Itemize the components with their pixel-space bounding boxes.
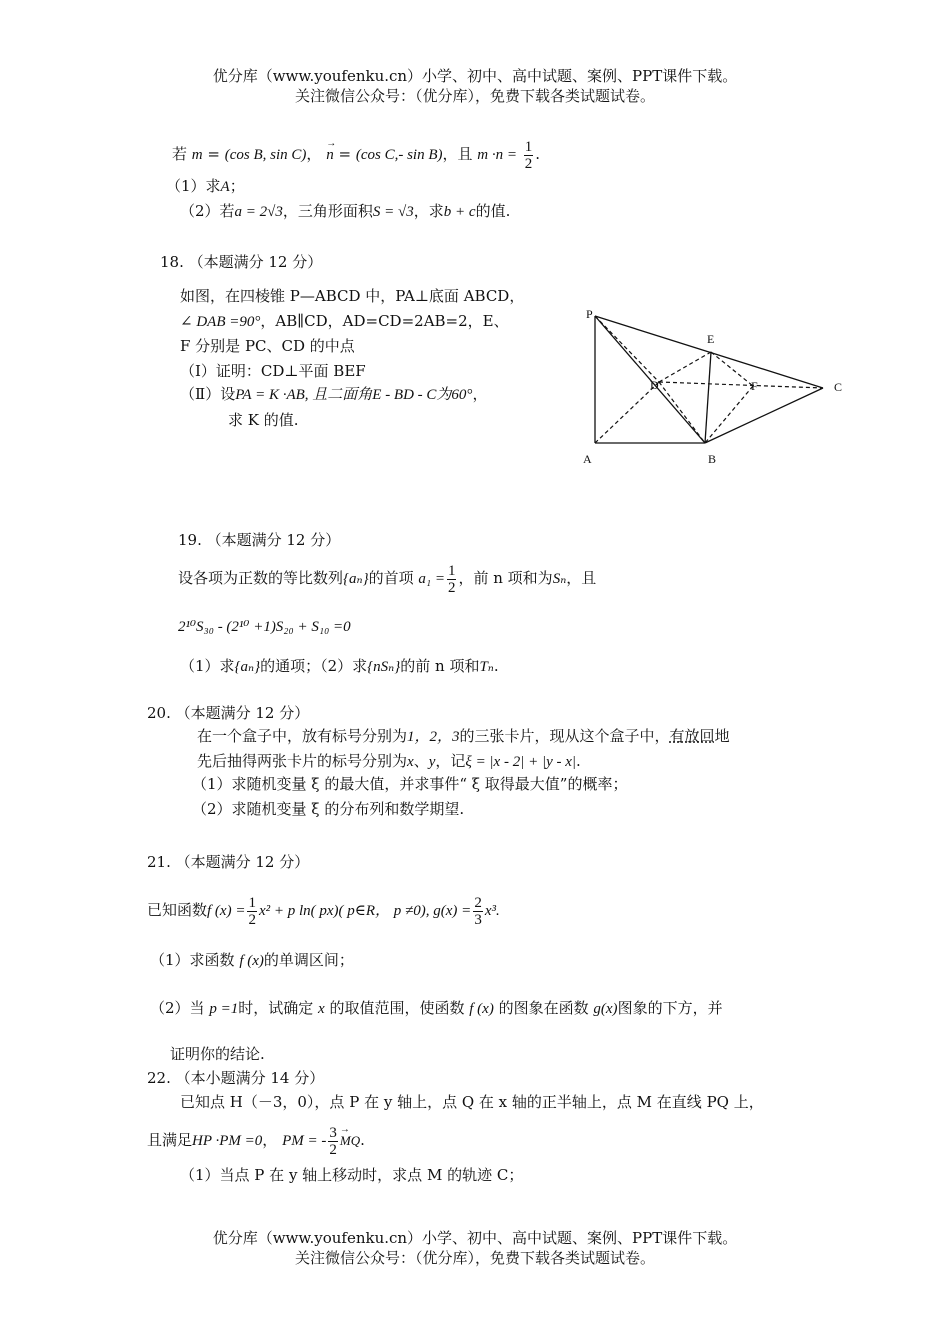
q20-part2: （2）求随机变量 ξ 的分布列和数学期望. (192, 800, 465, 818)
label-B: B (708, 452, 717, 466)
label-A: A (583, 452, 592, 466)
label-E: E (707, 332, 715, 346)
q18-line-6: 求 K 的值. (228, 411, 299, 429)
q20-title: 20. （本题满分 12 分） (147, 704, 310, 722)
fraction-half: $\frac{1}{2}$ (248, 894, 256, 928)
edge-DB (659, 382, 705, 443)
label-D: D (650, 378, 659, 392)
fraction-half: $\frac{1}{2}$ (447, 562, 456, 596)
emphasis-with-replacement: 有放回 (669, 727, 715, 745)
q21-part1: （1）求函数 f (x)的单调区间； (150, 951, 354, 969)
q22-title: 22. （本小题满分 14 分） (147, 1069, 325, 1087)
q17-condition: 若 m = (cos B, sin C)， → n = (cos C,- sin B)，且 m ·n = $\frac{1}{2}$ . (172, 136, 540, 172)
edge-FB (705, 386, 753, 443)
fraction-two-thirds: $\frac{2}{3}$ (474, 894, 482, 928)
footer-line-2: 关注微信公众号：（优分库），免费下载各类试题试卷。 (294, 1249, 655, 1267)
q22-line-2: 且满足HP ·PM =0， PM = - $\frac{3}{2}$ → MQ. (147, 1120, 365, 1160)
fraction-three-halves: $\frac{3}{2}$ (329, 1124, 337, 1158)
q21-line-1: 已知函数f (x) = $\frac{1}{2}$ x² + p ln( px)( p∈R， p ≠0), g(x) = $\frac{2}{3}$ x³. (147, 894, 500, 928)
header-line-1: 优分库（www.youfenku.cn）小学、初中、高中试题、案例、PPT课件下载。 (212, 67, 738, 85)
q21-title: 21. （本题满分 12 分） (147, 853, 310, 871)
q18-line-2: ∠ DAB =90°，AB∥CD，AD=CD=2AB=2，E、 (180, 312, 509, 330)
q18-line-1: 如图，在四棱锥 P—ABCD 中，PA⊥底面 ABCD， (180, 287, 525, 305)
q18-title: 18. （本题满分 12 分） (160, 253, 323, 271)
q20-part1: （1）求随机变量 ξ 的最大值，并求事件“ ξ 取得最大值”的概率； (192, 775, 628, 793)
edge-EF (711, 352, 753, 386)
q18-line-3: F 分别是 PC、CD 的中点 (180, 337, 355, 355)
q18-line-5: （Ⅱ）设PA = K ·AB, 且二面角E - BD - C为60°， (180, 385, 488, 403)
footer-line-1: 优分库（www.youfenku.cn）小学、初中、高中试题、案例、PPT课件下载。 (212, 1229, 738, 1247)
label-P: P (586, 307, 593, 321)
q17-part2: （2）若a = 2√3，三角形面积S = √3，求b + c的值. (180, 202, 511, 220)
label-C: C (834, 380, 843, 394)
q21-part2: （2）当 p =1时，试确定 x 的取值范围，使函数 f (x) 的图象在函数 g(x)图象的下方，并 (150, 999, 723, 1017)
edge-DC (659, 382, 823, 388)
q19-line-1: 设各项为正数的等比数列{aₙ}的首项 a₁ = $\frac{1}{2}$ ，前 n 项和为Sₙ，且 (178, 562, 597, 596)
q22-part1: （1）当点 P 在 y 轴上移动时，求点 M 的轨迹 C； (180, 1166, 524, 1184)
vector-n: → n (326, 137, 334, 173)
vector-m: m (191, 147, 203, 163)
q19-questions: （1）求{aₙ}的通项；（2）求{nSₙ}的前 n 项和Tₙ. (180, 657, 499, 675)
edge-BE (705, 352, 711, 443)
q22-line-1: 已知点 H（－3，0），点 P 在 y 轴上，点 Q 在 x 轴的正半轴上，点 M 在直线 PQ 上， (180, 1093, 764, 1111)
q20-line-2: 先后抽得两张卡片的标号分别为x、y，记ξ = |x - 2| + |y - x|. (197, 752, 581, 770)
fraction-half: $\frac{1}{2}$ (524, 138, 533, 172)
q19-equation: 2¹⁰S₃₀ - (2¹⁰ +1)S₂₀ + S₁₀ =0 (178, 619, 351, 635)
header-line-2: 关注微信公众号：（优分库），免费下载各类试题试卷。 (294, 87, 655, 105)
pyramid-figure (575, 300, 855, 470)
edge-DE (659, 352, 711, 382)
label-F: F (751, 379, 758, 393)
q20-line-1: 在一个盒子中，放有标号分别为1，2，3的三张卡片，现从这个盒子中，有放回地 (197, 727, 730, 745)
q19-title: 19. （本题满分 12 分） (178, 531, 341, 549)
q21-part2-cont: 证明你的结论. (170, 1045, 265, 1063)
edge-BC (705, 388, 823, 443)
q17-part1: （1）求A； (166, 177, 245, 195)
q18-line-4: （Ⅰ）证明：CD⊥平面 BEF (180, 362, 366, 380)
